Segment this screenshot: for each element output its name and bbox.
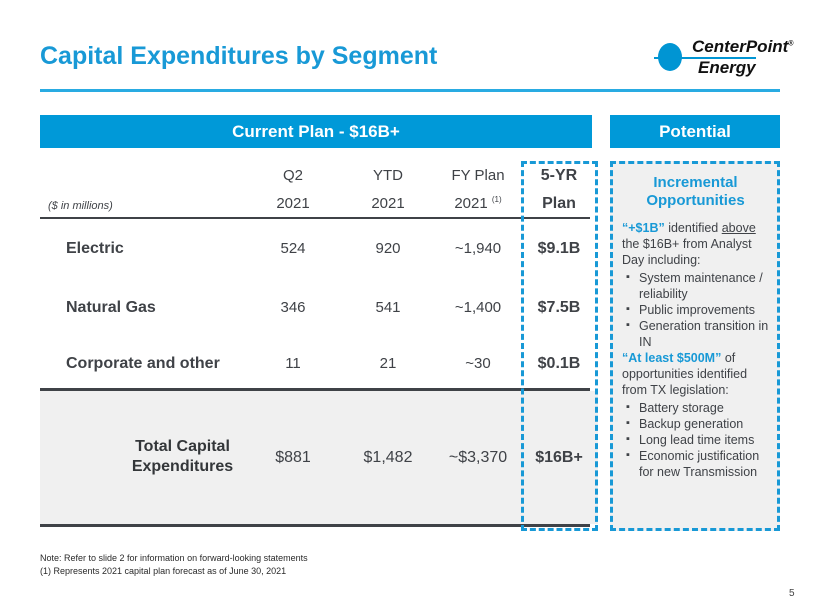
five-year-plan-highlight-box [521,161,598,531]
table-header-rule [40,217,590,219]
page-number: 5 [789,588,795,599]
panel-content [613,164,777,528]
list-item: ▪ Battery storage [626,400,769,416]
col-header-ytd: YTD [373,167,403,184]
col-header-5yr: 5-YR [540,167,578,184]
list-item: ▪ Economic justification for new Transmission [626,448,769,480]
bullet-list-2 [622,400,769,480]
col-subheader-q2-year: 2021 [276,195,310,212]
cell-corporate-q2: 11 [285,355,301,372]
row-label-corporate: Corporate and other [66,355,220,372]
col-subheader-ytd-year: 2021 [371,195,405,212]
total-row-bottom-rule [40,524,590,527]
banner-potential: Potential [610,115,780,148]
cell-total-fyplan: ~$3,370 [448,449,508,466]
cell-gas-fyplan: ~1,400 [454,299,502,316]
highlight-500m: “At least $500M” [622,351,722,365]
panel-paragraph-2: “At least $500M” of opportunities identified from TX legislation: [622,351,748,397]
footnote-capital-plan: (1) Represents 2021 capital plan forecast as of June 30, 2021 [40,566,287,576]
panel-body [622,220,769,480]
list-item: ▪ Public improvements [626,302,769,318]
list-item: ▪ System maintenance / reliability [626,270,769,302]
row-label-natural-gas: Natural Gas [66,299,156,316]
list-item: ▪ Long lead time items [626,432,769,448]
row-label-electric: Electric [66,240,124,257]
logo-wordmark-line1 [692,37,794,57]
list-item: ▪ Backup generation [626,416,769,432]
cell-gas-q2: 346 [280,299,306,316]
col-header-q2: Q2 [282,167,303,184]
bullet-list-1 [622,270,769,350]
cell-electric-ytd: 920 [375,240,401,257]
cell-corporate-ytd: 21 [379,355,397,372]
title-divider [40,89,780,92]
panel-heading: Incremental Opportunities [646,174,745,209]
cell-corporate-5yr: $0.1B [537,355,581,372]
cell-corporate-fyplan: ~30 [465,355,491,372]
cell-total-ytd: $1,482 [363,449,413,466]
incremental-opportunities-panel [610,161,780,531]
logo-text-centerpoint: CenterPoint [692,37,789,56]
cell-total-5yr: $16B+ [535,449,583,466]
logo-wordmark-line2: Energy [698,58,756,77]
cell-gas-5yr: $7.5B [537,299,581,316]
col-subheader-5yr-plan: Plan [542,195,576,212]
col-subheader-fy-year: 2021 $^{(1)}$ [454,195,502,212]
units-label: ($ in millions) [48,200,113,212]
cell-electric-q2: 524 [280,240,306,257]
banner-current-plan: Current Plan - $16B+ [40,115,592,148]
cell-total-q2: $881 [275,449,311,466]
highlight-plus-1b: “+$1B” [622,221,665,235]
page-title: Capital Expenditures by Segment [40,42,438,70]
list-item: ▪ Generation transition in IN [626,318,769,350]
logo-ellipse-icon [658,43,682,71]
row-label-total: Total Capital Expenditures [131,438,234,475]
registered-trademark-symbol: ® [788,40,794,48]
footnote-forward-looking: Note: Refer to slide 2 for information on forward-looking statements [40,553,308,563]
footnote-marker: (1) [491,195,502,204]
cell-electric-5yr: $9.1B [537,240,581,257]
col-header-fyplan: FY Plan [451,167,505,184]
underlined-above: above [721,221,756,235]
panel-paragraph-1: “+$1B” identified above the $16B+ from Analyst Day including: [622,221,756,267]
centerpoint-energy-logo [650,37,794,85]
cell-gas-ytd: 541 [375,299,401,316]
cell-electric-fyplan: ~1,940 [454,240,502,257]
